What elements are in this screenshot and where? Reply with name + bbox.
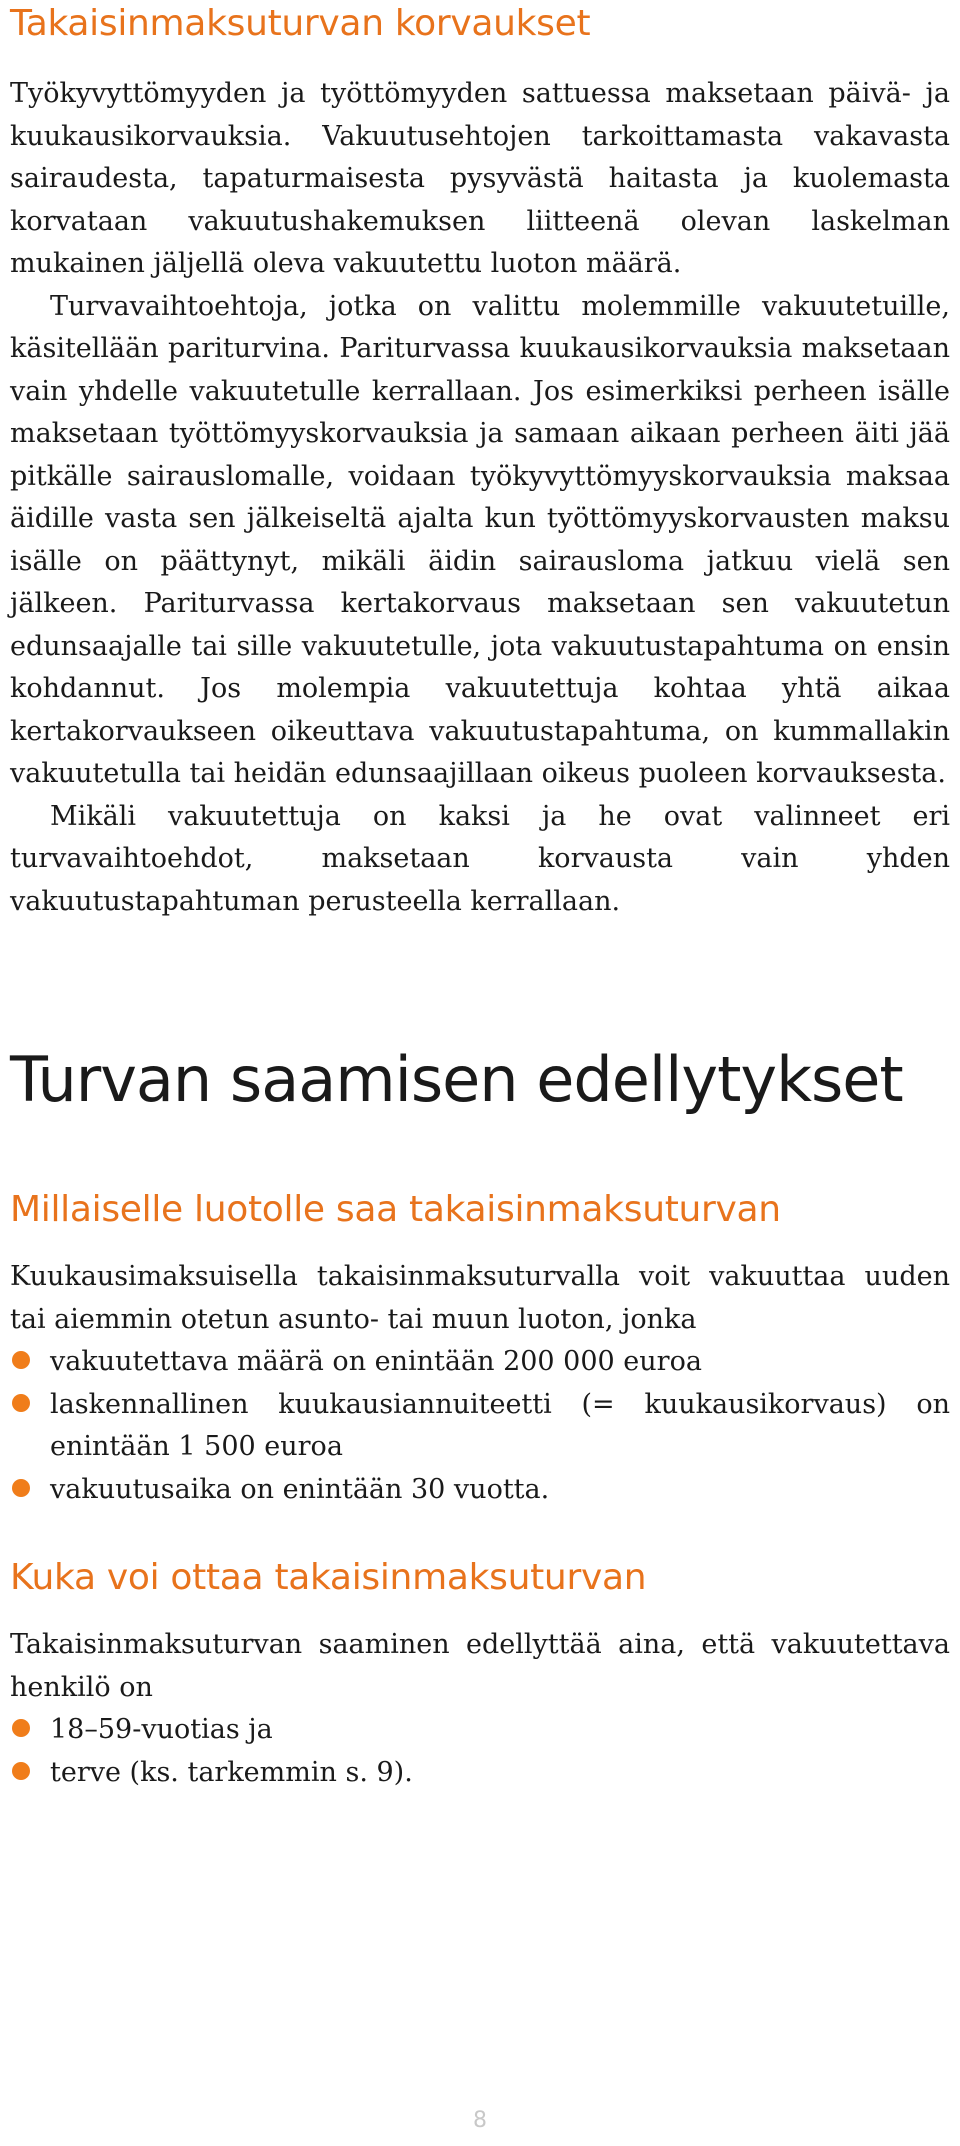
main-heading-edellytykset: Turvan saamisen edellytykset (10, 1043, 903, 1116)
list-item-text: terve (ks. tarkemmin s. 9). (50, 1756, 413, 1788)
list-item-text: vakuutettava määrä on enintään 200 000 euroa (50, 1346, 702, 1377)
paragraph-korvaukset-1: Työkyvyttömyyden ja työttömyyden sattuessa maksetaan päivä- ja kuukausikorvauksia. Vakuutusehtojen tarkoittamasta vakavasta sairaudesta, tapaturmaisesta pysyvästä haitasta ja kuolemasta korvataan vakuutushakemuksen liitteenä olevan laskelman mukainen jäljellä oleva vakuutettu luoton määrä. (10, 78, 950, 279)
list-item-text: laskennallinen kuukausiannuiteetti (= kuukausikorvaus) on enintään 1 500 euroa (50, 1388, 950, 1462)
section-heading-millaiselle-luotolle: Millaiselle luotolle saa takaisinmaksuturvan (10, 1189, 781, 1230)
list-item (10, 1752, 950, 1795)
list-item (10, 1384, 950, 1469)
paragraph-pariturva: Turvavaihtoehtoja, jotka on valittu molemmille vakuutetuille, käsitellään pariturvina. Pariturvassa kuukausikorvauksia maksetaan vain yhdelle vakuutetulle kerrallaan. Jos esimerkiksi perheen isälle maksetaan työttömyyskorvauksia ja samaan aikaan perheen äiti jää pitkälle sairauslomalle, voidaan työkyvyttömyyskorvauksia maksaa äidille vasta sen jälkeiseltä ajalta kun työttömyyskorvausten maksu isälle on päättynyt, mikäli äidin sairausloma jatkuu vielä sen jälkeen. Pariturvassa kertakorvaus maksetaan sen vakuutetun edunsaajalle tai sille vakuutetulle, jota vakuutustapahtuma on ensin kohdannut. Jos molempia vakuutettuja kohtaa yhtä aikaa kertakorvaukseen oikeuttava vakuutustapahtuma, on kummallakin vakuutetulla tai heidän edunsaajillaan oikeus puoleen korvauksesta. (10, 290, 950, 789)
list-item (10, 1469, 950, 1512)
list-item (10, 1709, 950, 1752)
paragraph-luotto-intro: Kuukausimaksuisella takaisinmaksuturvalla voit vakuuttaa uuden tai aiemmin otetun asunto- tai muun luoton, jonka (10, 1261, 950, 1335)
section-heading-korvaukset: Takaisinmaksuturvan korvaukset (10, 3, 591, 44)
section-heading-kuka-voi-ottaa: Kuka voi ottaa takaisinmaksuturvan (10, 1557, 647, 1598)
paragraph-edellytys-intro: Takaisinmaksuturvan saaminen edellyttää aina, että vakuutettava henkilö on (10, 1629, 950, 1703)
person-conditions-list (10, 1709, 950, 1794)
bullet-dot-icon (12, 1762, 30, 1780)
bullet-dot-icon (12, 1719, 30, 1737)
paragraph-eri-turvavaihtoehdot: Mikäli vakuutettuja on kaksi ja he ovat valinneet eri turvavaihtoehdot, maksetaan korvausta vain yhden vakuutustapahtuman perusteella kerrallaan. (10, 800, 950, 917)
list-item (10, 1341, 950, 1384)
bullet-dot-icon (12, 1351, 30, 1369)
list-item-text: vakuutusaika on enintään 30 vuotta. (50, 1473, 550, 1505)
bullet-dot-icon (12, 1394, 30, 1412)
document-page (10, 0, 950, 1794)
luotto-conditions-list (10, 1341, 950, 1511)
list-item-text: 18–59-vuotias ja (50, 1714, 273, 1745)
bullet-dot-icon (12, 1479, 30, 1497)
page-number: 8 (473, 2108, 487, 2133)
